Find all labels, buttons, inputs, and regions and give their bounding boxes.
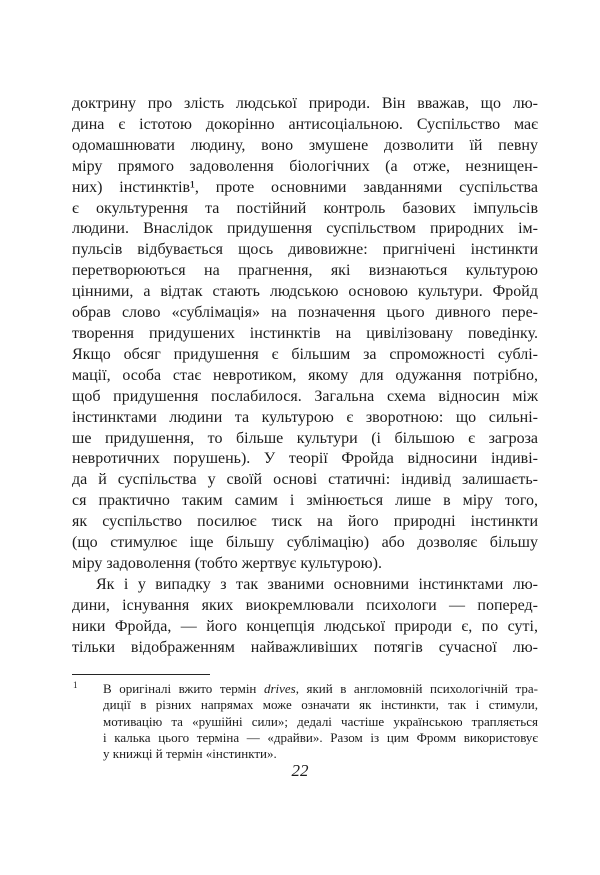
footnote-separator-rule — [72, 674, 210, 675]
footnote-text-line: мотивацію та «рушійні сили»; дедалі частіше українською трапляється — [103, 713, 538, 729]
text-line: людини. Внаслідок придушення суспільством природних ім- — [72, 220, 538, 238]
text-line: Як і у випадку з так званими основними інстинктами лю- — [96, 575, 538, 593]
text-line: невротичних порушень). У теорії Фройда відносини індиві- — [72, 450, 538, 468]
footnote-text-segment: В оригіналі вжито термін — [103, 681, 264, 696]
text-line: цінними, а відтак стають людською основою культури. Фройд — [72, 283, 538, 301]
text-line: пульсів відбувається щось дивовижне: пригнічені інстинкти — [72, 241, 538, 259]
text-line: доктрину про злість людської природи. Він вважав, що лю- — [72, 95, 538, 112]
text-line: тільки відображенням найважливіших потягів сучасної лю- — [72, 638, 538, 656]
footnote-text-line: диції в різних напрямах може означати як інстинкти, так і стимули, — [103, 697, 538, 713]
text-line: Якщо обсяг придушення є більшим за спроможності сублі- — [72, 345, 538, 363]
footnote-body — [103, 681, 538, 762]
text-line: міру задоволення (тобто жертвує культурою). — [72, 554, 382, 572]
text-line: міру прямого задоволення біологічних (а отже, незнищен- — [72, 157, 538, 175]
text-line: ся практично таким самим і змінюється лише в міру того, — [72, 492, 538, 510]
text-line: ше придушення, то більше культури (і більшою є загроза — [72, 429, 538, 447]
paragraph-1 — [72, 94, 538, 575]
text-line: да й суспільства у своїй основі статичні: індивід залишаєть- — [72, 471, 538, 489]
text-line: є окультурення та постійний контроль базових імпульсів — [72, 199, 538, 217]
text-line: обрав слово «сублімація» на позначення цього дивного пере- — [72, 304, 538, 322]
page-number: 22 — [291, 761, 309, 780]
footnote-text-line: і калька цього терміна — «драйви». Разом із цим Фромм використовує — [103, 729, 538, 745]
text-line: перетворюються на прагнення, які визнаються культурою — [72, 262, 538, 280]
footnote-text-segment: , який в англомовній психологічній тра- — [295, 681, 538, 696]
page-body-text — [72, 94, 538, 658]
footnote — [72, 681, 538, 762]
footnote-remaining-lines — [103, 697, 538, 762]
text-line: (що стимулює іще більшу сублімацію) або дозволяє більшу — [72, 534, 538, 552]
text-line: одомашнювати людину, воно змушене дозволити їй певну — [72, 136, 538, 154]
text-line: дини, існування яких виокремлювали психологи — поперед- — [72, 596, 538, 614]
footnote-first-line — [103, 681, 538, 697]
text-line: щоб придушення послабилося. Загальна схема відносин між — [72, 387, 538, 405]
text-line: як суспільство посилює тиск на його природні інстинкти — [72, 513, 538, 531]
text-line: мації, особа стає невротиком, якому для одужання потрібно, — [72, 366, 538, 384]
footnote-italic-term: drives — [263, 681, 296, 696]
text-line: ники Фройда, — його концепція людської природи є, по суті, — [72, 617, 538, 635]
footnote-text-line: у книжці й термін «інстинкти». — [103, 746, 277, 762]
footnote-marker: 1 — [73, 680, 78, 690]
text-line: творення придушених інстинктів на цивілізовану поведінку. — [72, 324, 538, 342]
text-line: дина є істотою докорінно антисоціальною. Суспільство має — [72, 115, 538, 133]
text-line: них) інстинктів¹, проте основними завданнями суспільства — [72, 178, 538, 196]
text-line: інстинктами людини та культурою є зворотною: що сильні- — [72, 408, 538, 426]
paragraph-2 — [72, 575, 538, 659]
